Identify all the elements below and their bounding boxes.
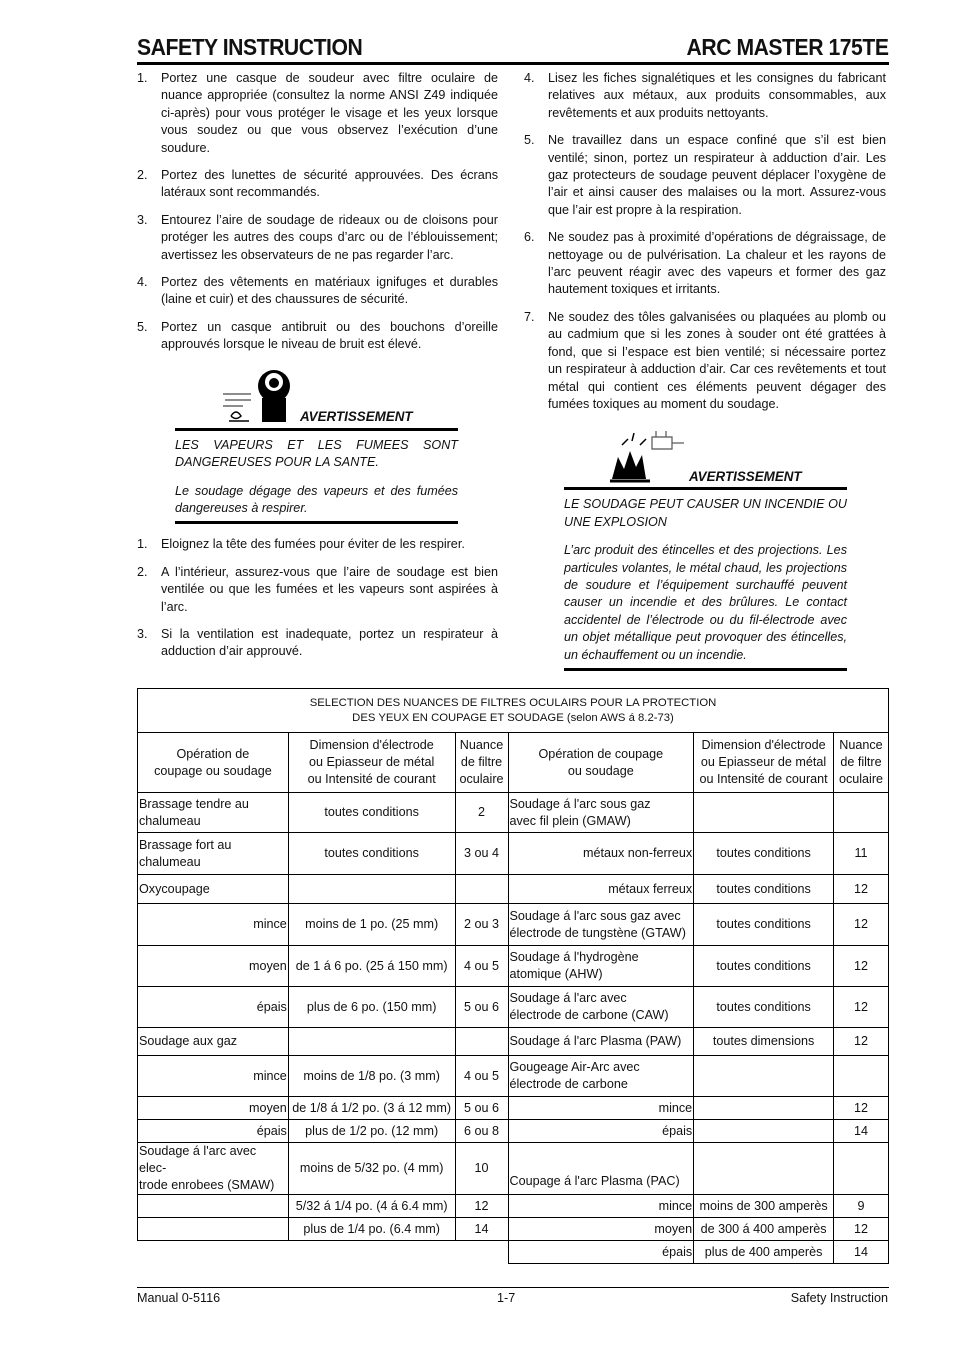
table-row: Soudage á l'arc avec elec- trode enrobees (SMAW) moins de 5/32 po. (4 mm) 10 Coupage á l'arc Plasma (PAC) xyxy=(138,1143,889,1195)
warning-text: L’arc produit des étincelles et des projections. Les particules volantes, le métal chaud, les projections de soudure et l’équipement surchauffé peuvent causer un incendie et des brûlures. Le contact accidentel de l’électrode ou du fil-électrode avec un objet métallique peut provoquer des étincelles, un échauffement ou un incendie. xyxy=(564,543,847,662)
warning-label: AVERTISSEMENT xyxy=(300,409,413,425)
right-column xyxy=(524,70,886,683)
list-item: 3. Entourez l’aire de soudage de rideaux ou de cloisons pour protéger les autres des coups d’arc ou de l’éblouissement; avertissez les observateurs de ne pas regarder l’arc. xyxy=(137,212,498,262)
list-item: 5. Portez un casque antibruit ou des bouchons d’oreille approuvés lorsque le niveau de bruit est élevé. xyxy=(137,319,498,352)
list-item: 1. Portez une casque de soudeur avec filtre oculaire de nuance appropriée (consultez la norme ANSI Z49 indiquée ci-après) pour vous protéger le visage et les yeux lorsque vous soudez ou que vous observez l’exécution d’une soudure. xyxy=(137,71,498,155)
left-column xyxy=(137,70,498,671)
filter-shade-table xyxy=(137,688,889,1264)
column-header: Dimension d'électrode ou Epiasseur de métal ou Intensité de courant xyxy=(288,733,455,793)
list-item: 4. Portez des vêtements en matériaux ignifuges et durables (laine et cuir) et des chaussures de sécurité. xyxy=(137,275,498,307)
header-rule xyxy=(137,62,889,65)
list-item: 5. Ne travaillez dans un espace confiné que s’il est bien ventilé; sinon, portez un respirateur à adduction d’air. Les gaz protecteurs de soudage peuvent déplacer l’oxygène de l’air et ainsi causer des malaises ou la mort. Assurez-vous que l’air est propre à la respiration. xyxy=(524,133,886,217)
warning-text: Le soudage dégage des vapeurs et des fumées dangereuses à respirer. xyxy=(175,483,458,515)
table-row: 5/32 á 1/4 po. (4 á 6.4 mm) 12 mince moins de 300 amperès 9 xyxy=(138,1195,889,1218)
page-header-product: ARC MASTER 175TE xyxy=(686,34,888,60)
page-number: 1-7 xyxy=(497,1291,516,1305)
table-header-row xyxy=(138,733,889,793)
list-item: 4. Lisez les fiches signalétiques et les consignes du fabricant relatives aux métaux, aux produits consommables, aux revêtements et aux produits nettoyants. xyxy=(524,71,886,120)
column-header: Nuance de filtre oculaire xyxy=(455,733,508,793)
fumes-warning-icon xyxy=(219,368,299,426)
warning-text: LE SOUDAGE PEUT CAUSER UN INCENDIE OU UNE EXPLOSION xyxy=(564,497,847,529)
table-row: plus de 1/4 po. (6.4 mm) 14 moyen de 300 á 400 amperès 12 xyxy=(138,1218,889,1241)
table-row: moyen de 1/8 á 1/2 po. (3 á 12 mm) 5 ou 6 mince 12 xyxy=(138,1097,889,1120)
table-title: SELECTION DES NUANCES DE FILTRES OCULAIRS POUR LA PROTECTION DES YEUX EN COUPAGE ET SOUDAGE (selon AWS á 8.2-73) xyxy=(138,689,889,733)
list-item: 2. Portez des lunettes de sécurité approuvées. Des écrans latéraux sont recommandés. xyxy=(137,168,498,200)
table-row: Brassage tendre au chalumeau toutes conditions 2 Soudage á l'arc sous gaz avec fil plein (GMAW) xyxy=(138,793,889,833)
table-row: moyen de 1 á 6 po. (25 á 150 mm) 4 ou 5 Soudage á l'hydrogène atomique (AHW) toutes conditions 12 xyxy=(138,946,889,987)
footer-rule xyxy=(137,1287,889,1288)
warning-label: AVERTISSEMENT xyxy=(689,468,802,484)
column-header: Nuance de filtre oculaire xyxy=(833,733,888,793)
column-header: Opération de coupage ou soudage xyxy=(508,733,694,793)
warning-text: LES VAPEURS ET LES FUMEES SONT DANGEREUSES POUR LA SANTE. xyxy=(175,437,458,470)
table-row: épais plus de 400 amperès 14 xyxy=(138,1241,889,1264)
table-row: épais plus de 6 po. (150 mm) 5 ou 6 Soudage á l'arc avec électrode de carbone (CAW) toutes conditions 12 xyxy=(138,987,889,1028)
table-row: Oxycoupage métaux ferreux toutes conditions 12 xyxy=(138,875,889,904)
column-header: Dimension d'électrode ou Epiasseur de métal ou Intensité de courant xyxy=(694,733,834,793)
fire-explosion-icon xyxy=(608,427,688,485)
page-header-title: SAFETY INSTRUCTION xyxy=(137,34,363,60)
footer-section: Safety Instruction xyxy=(790,1291,888,1305)
table-row: épais plus de 1/2 po. (12 mm) 6 ou 8 épais 14 xyxy=(138,1120,889,1143)
fire-warning-box xyxy=(564,427,847,671)
column-header: Opération de coupage ou soudage xyxy=(138,733,289,793)
table-row: Soudage aux gaz Soudage á l'arc Plasma (PAW) toutes dimensions 12 xyxy=(138,1028,889,1056)
list-item: 2. A l’intérieur, assurez-vous que l’aire de soudage est bien ventilée ou que les fumées et les vapeurs sont aspirées à l’arc. xyxy=(137,564,498,614)
footer-manual-number: Manual 0-5116 xyxy=(137,1291,221,1305)
list-item: 6. Ne soudez pas à proximité d’opérations de dégraissage, de nettoyage ou de pulvérisation. La chaleur et les rayons de l’arc peuvent réagir avec des vapeurs et former des gaz hautement toxiques et irritants. xyxy=(524,230,886,297)
table-row: Brassage fort au chalumeau toutes conditions 3 ou 4 métaux non-ferreux toutes conditions 11 xyxy=(138,833,889,875)
list-item: 7. Ne soudez des tôles galvanisées ou plaquées au plomb ou au cadmium que si les zones à souder ont été grattées à fond, que si l’espace est bien ventilé; si nécessaire portez un respirateur à adduction d’air. Car ces revêtements et tout métal qui contient ces éléments peuvent dégager des fumées toxiques au moment du soudage. xyxy=(524,309,886,411)
table-row: mince moins de 1/8 po. (3 mm) 4 ou 5 Gougeage Air-Arc avec électrode de carbone xyxy=(138,1056,889,1097)
list-item: 1. Eloignez la tête des fumées pour éviter de les respirer. xyxy=(137,537,465,552)
fumes-warning-box xyxy=(175,368,458,525)
list-item: 3. Si la ventilation est inadequate, portez un respirateur à adduction d’air approuvé. xyxy=(137,626,498,659)
table-row: mince moins de 1 po. (25 mm) 2 ou 3 Soudage á l'arc sous gaz avec électrode de tungstène (GTAW) toutes conditions 12 xyxy=(138,904,889,946)
